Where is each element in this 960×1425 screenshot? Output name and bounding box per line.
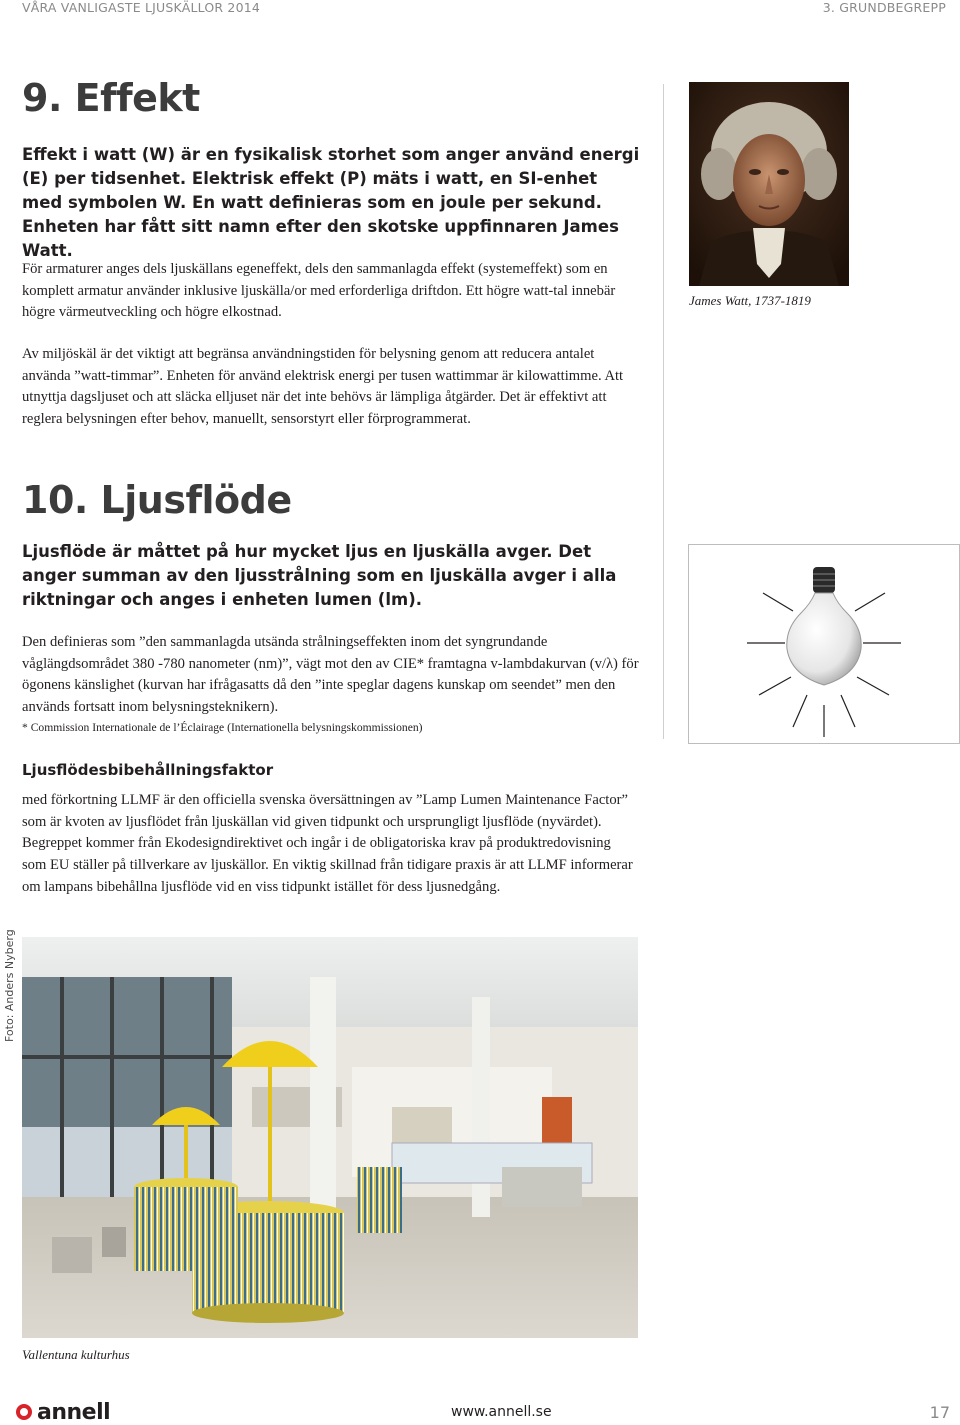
photo-caption: Vallentuna kulturhus (22, 1347, 130, 1362)
section-9-paragraph-1: För armaturer anges dels ljuskällans egeneffekt, dels den sammanlagda effekt (systemeffekt) som en komplett armatur använder inklusive ljuskälla/or med erforderliga driftdon. Ett högre watt-tal innebär högre värmeutveckling och högre elkostnad. (22, 261, 616, 321)
section-9-title: 9. Effekt (22, 76, 200, 120)
annell-logo-icon (16, 1404, 32, 1420)
section-10-paragraph-1: Den definieras som ”den sammanlagda utsända strålningseffekten inom det syngrundande våglängdsområdet 380 -780 nanometer (nm)”, vägt mot den av CIE* framtagna v-lambdakurvan (v/λ) för ögonens känslighet (kurvan har ifrågasatts då den ”inte speglar dagens kunskap om seendet” men den används fortsatt inom belysningsteknikern). (22, 634, 639, 716)
page-number: 17 (929, 1403, 950, 1422)
interior-photo (22, 937, 638, 1338)
llmf-subheading: Ljusflödesbibehållningsfaktor (22, 761, 274, 779)
james-watt-portrait (689, 82, 849, 286)
section-10-title: 10. Ljusflöde (22, 478, 292, 522)
section-9-lead: Effekt i watt (W) är en fysikalisk storhet som anger använd energi (E) per tidsenhet. Elektrisk effekt (P) mäts i watt, en SI-enhet med symbolen W. En watt definieras som en joule per sekund. Enheten har fått sitt namn efter den skotske uppfinnaren James Watt. (22, 145, 640, 260)
footer-website-link[interactable]: www.annell.se (451, 1404, 552, 1420)
annell-logo[interactable] (16, 1400, 110, 1424)
section-10-lead: Ljusflöde är måttet på hur mycket ljus en ljuskälla avger. Det anger summan av den ljusstrålning som en ljuskälla avger i alla riktningar och anges i enheten lumen (lm). (22, 542, 617, 609)
running-header-left: VÅRA VANLIGASTE LJUSKÄLLOR 2014 (22, 0, 261, 15)
light-bulb-illustration (688, 544, 960, 744)
annell-logo-text: annell (37, 1399, 111, 1425)
running-header-right: 3. GRUNDBEGREPP (822, 0, 946, 15)
portrait-caption: James Watt, 1737-1819 (689, 293, 811, 308)
photo-credit: Foto: Anders Nyberg (3, 929, 16, 1042)
section-10-paragraph-2: med förkortning LLMF är den officiella svenska översättningen av ”Lamp Lumen Maintenance Factor” som är kvoten av ljusflödet från ljuskällan vid given tidpunkt och ursprungligt ljusflöde (nyvärdet). Begreppet kommer från Ekodesigndirektivet och ingår i de obligatoriska krav på produktredovisning som EU ställer på tillverkare av ljuskällor. En viktig skillnad från tidigare praxis är att LLMF informerar om lampans bibehållna ljusflöde vid en viss tidpunkt istället för dess ljusnedgång. (22, 792, 633, 895)
column-divider (663, 84, 664, 739)
cie-footnote: * Commission Internationale de l’Éclairage (Internationella belysningskommissionen) (22, 721, 423, 734)
section-9-paragraph-2: Av miljöskäl är det viktigt att begränsa användningstiden för belysning genom att reducera antalet använda ”watt-timmar”. Enheten för använd elektrisk energi per tusen wattimmar är kilowattimme. Att utnyttja dagsljuset och att släcka elljuset när det inte behövs är lämpliga åtgärder. Det är effektivt att reglera belysningen efter behov, manuellt, sensorstyrt eller förprogrammerat. (22, 346, 624, 428)
